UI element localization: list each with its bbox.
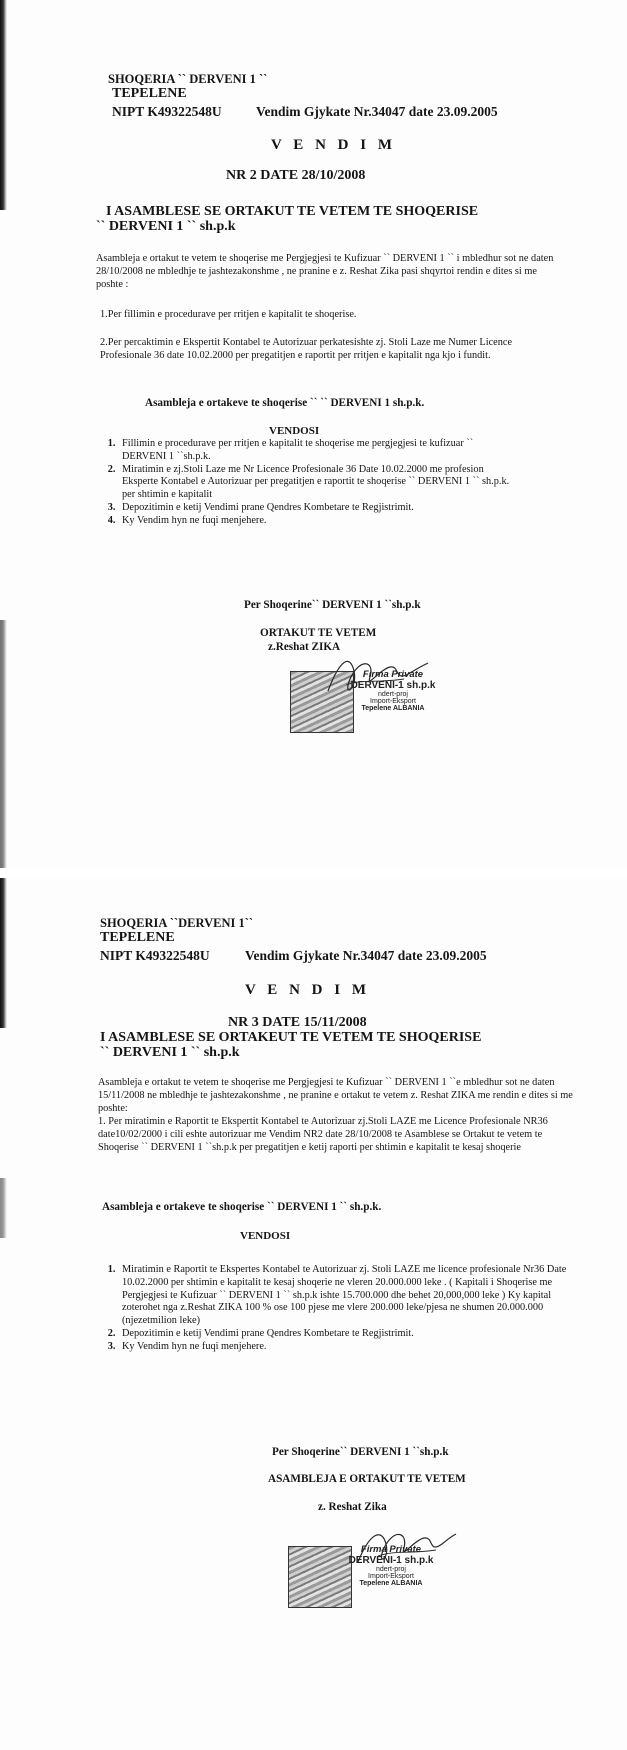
scan-edge-shadow — [0, 0, 7, 210]
handwritten-signature — [348, 1518, 458, 1573]
court-decision: Vendim Gjykate Nr.34047 date 23.09.2005 — [245, 948, 487, 963]
page-gap — [0, 868, 627, 878]
stamp-line: Tepelene ALBANIA — [359, 1580, 423, 1587]
decision-item: 3. Ky Vendim hyn ne fuqi menjehere. — [118, 1341, 568, 1354]
assembly-line: Asambleja e ortakeve te shoqerise `` DERVENI 1 `` sh.p.k. — [102, 1201, 382, 1213]
agenda-point-1: 1. Per miratimin e Raportit te Ekspertit Kontabel te Autorizuar zj.Stoli LAZE me Licence Profesionale NR36 date10/02/2000 i cili eshte autorizuar me Vendim NR2 date 28/10/2008 te Asamblese se Ortakut te vetem te Shoqerise `` DERVENI 1 ``sh.p.k per pregatitjen e ketij raporti per shtimin e kapitalit te kesaj shoqerie — [98, 1116, 548, 1153]
intro-paragraph: Asambleja e ortakut te vetem te shoqerise me Pergjegjesi te Kufizuar `` DERVENI 1 ``e mbledhur sot ne daten 15/11/2008 ne mbledhje te jashtezakonshme , ne pranine e ortakut te vetem z. Reshat ZIKA me rendin e dites si me poshte: — [98, 1077, 573, 1114]
stamp-line: ndert-proj — [378, 691, 408, 698]
stamp-line: Import-Eksport — [368, 1573, 414, 1580]
stamp-line: Firma Private — [360, 1544, 422, 1555]
decision-item: 2. Miratimin e zj.Stoli Laze me Nr Licence Profesionale 36 Date 10.02.2000 me profesion Eksperte Kontabel e Autorizuar per pregatitjen e raportit te shoqerise `` DERVENI 1 `` sh.p.k. per shtimin e kapitalit — [118, 464, 518, 502]
stamp-line: ndert-proj — [376, 1566, 406, 1573]
for-company-line: Per Shoqerine`` DERVENI 1 ``sh.p.k — [244, 599, 421, 611]
decision-list — [98, 438, 518, 528]
document-title: V E N D I M — [245, 982, 370, 998]
assembly-line: Asambleja e ortakeve te shoqerise `` `` DERVENI 1 sh.p.k. — [145, 397, 425, 409]
document-heading: I ASAMBLESE SE ORTAKEUT TE VETEM TE SHOQERISE — [100, 1030, 482, 1045]
document-heading: I ASAMBLESE SE ORTAKUT TE VETEM TE SHOQERISE — [106, 204, 479, 219]
agenda-point-2: 2.Per percaktimin e Ekspertit Kontabel te Autorizuar perkatesishte zj. Stoli Laze me Numer Licence Profesionale 36 date 10.02.2000 per pregatitjen e raportit per rritjen e kapitalit nga kjo i fundit. — [100, 337, 513, 361]
scan-edge-shadow — [0, 1178, 7, 1238]
company-name: SHOQERIA `` DERVENI 1 `` — [108, 72, 268, 86]
decision-number-date: NR 3 DATE 15/11/2008 — [228, 1015, 367, 1030]
decision-item: 1. Fillimin e procedurave per rritjen e kapitalit te shoqerise me pergjegjesi te kufizuar `` DERVENI 1 ``sh.p.k. — [118, 438, 518, 464]
for-company-line: Per Shoqerine`` DERVENI 1 ``sh.p.k — [272, 1446, 449, 1458]
handwritten-signature — [320, 649, 430, 704]
signatory-title: ORTAKUT TE VETEM — [260, 627, 377, 639]
company-nipt: NIPT K49322548U — [112, 104, 222, 119]
stamp-line: Import-Eksport — [370, 698, 416, 705]
document-heading-company: `` DERVENI 1 `` sh.p.k — [100, 1045, 240, 1060]
decision-list — [98, 1264, 568, 1354]
decision-number-date: NR 2 DATE 28/10/2008 — [226, 168, 366, 183]
court-decision: Vendim Gjykate Nr.34047 date 23.09.2005 — [256, 104, 498, 119]
stamp-image — [288, 1546, 352, 1608]
company-city: TEPELENE — [112, 86, 187, 101]
vendosi-heading: VENDOSI — [269, 425, 320, 437]
stamp-line: DERVENI-1 sh.p.k — [348, 1555, 434, 1566]
company-stamp — [290, 665, 440, 740]
company-city: TEPELENE — [100, 930, 175, 945]
signatory-name: z. Reshat Zika — [318, 1501, 387, 1513]
signatory-name: z.Reshat ZIKA — [268, 641, 341, 653]
signatory-title: ASAMBLEJA E ORTAKUT TE VETEM — [268, 1473, 466, 1485]
stamp-line: DERVENI-1 sh.p.k — [350, 680, 436, 691]
document-page-2 — [0, 878, 627, 1750]
agenda-point-1: 1.Per fillimin e procedurave per rritjen e kapitalit te shoqerise. — [100, 309, 357, 320]
decision-item: 2. Depozitimin e ketij Vendimi prane Qendres Kombetare te Regjistrimit. — [118, 1328, 568, 1341]
company-name: SHOQERIA ``DERVENI 1`` — [100, 916, 254, 930]
stamp-line: Firma Private — [362, 669, 424, 680]
decision-item: 1. Miratimin e Raportit te Ekspertes Kontabel te Autorizuar zj. Stoli LAZE me licence profesionale Nr36 Date 10.02.2000 per shtimin e kapitalit te kesaj shoqerie ne vleren 20.000.000 leke . ( Kapitali i Shoqerise me Pergjegjesi te Kufizuar `` DERVENI 1 `` sh.p.k ishte 15.700.000 dhe behet 20,000,000 leke ) Ky kapital zoterohet nga z.Reshat ZIKA 100 % ose 100 pjese me vlere 200.000 leke/pjesa ne shumen 20.000.000 (njezetmilion leke) — [118, 1264, 568, 1328]
scan-edge-shadow — [0, 620, 7, 868]
document-page-1 — [0, 0, 627, 868]
decision-item: 3. Depozitimin e ketij Vendimi prane Qendres Kombetare te Regjistrimit. — [118, 502, 518, 515]
decision-item: 4. Ky Vendim hyn ne fuqi menjehere. — [118, 515, 518, 528]
scan-edge-shadow — [0, 878, 7, 1028]
vendosi-heading: VENDOSI — [240, 1230, 291, 1242]
document-title: V E N D I M — [271, 137, 396, 153]
document-heading-company: `` DERVENI 1 `` sh.p.k — [96, 219, 236, 234]
company-nipt: NIPT K49322548U — [100, 948, 210, 963]
company-stamp — [288, 1540, 438, 1615]
stamp-line: Tepelene ALBANIA — [361, 705, 425, 712]
intro-paragraph: Asambleja e ortakut te vetem te shoqerise me Pergjegjesi te Kufizuar `` DERVENI 1 `` i mbledhur sot ne daten 28/10/2008 ne mbledhje te jashtezakonshme , ne pranine e z. Reshat Zika pasi shqyrtoi rendin e dites si me poshte : — [96, 253, 554, 290]
